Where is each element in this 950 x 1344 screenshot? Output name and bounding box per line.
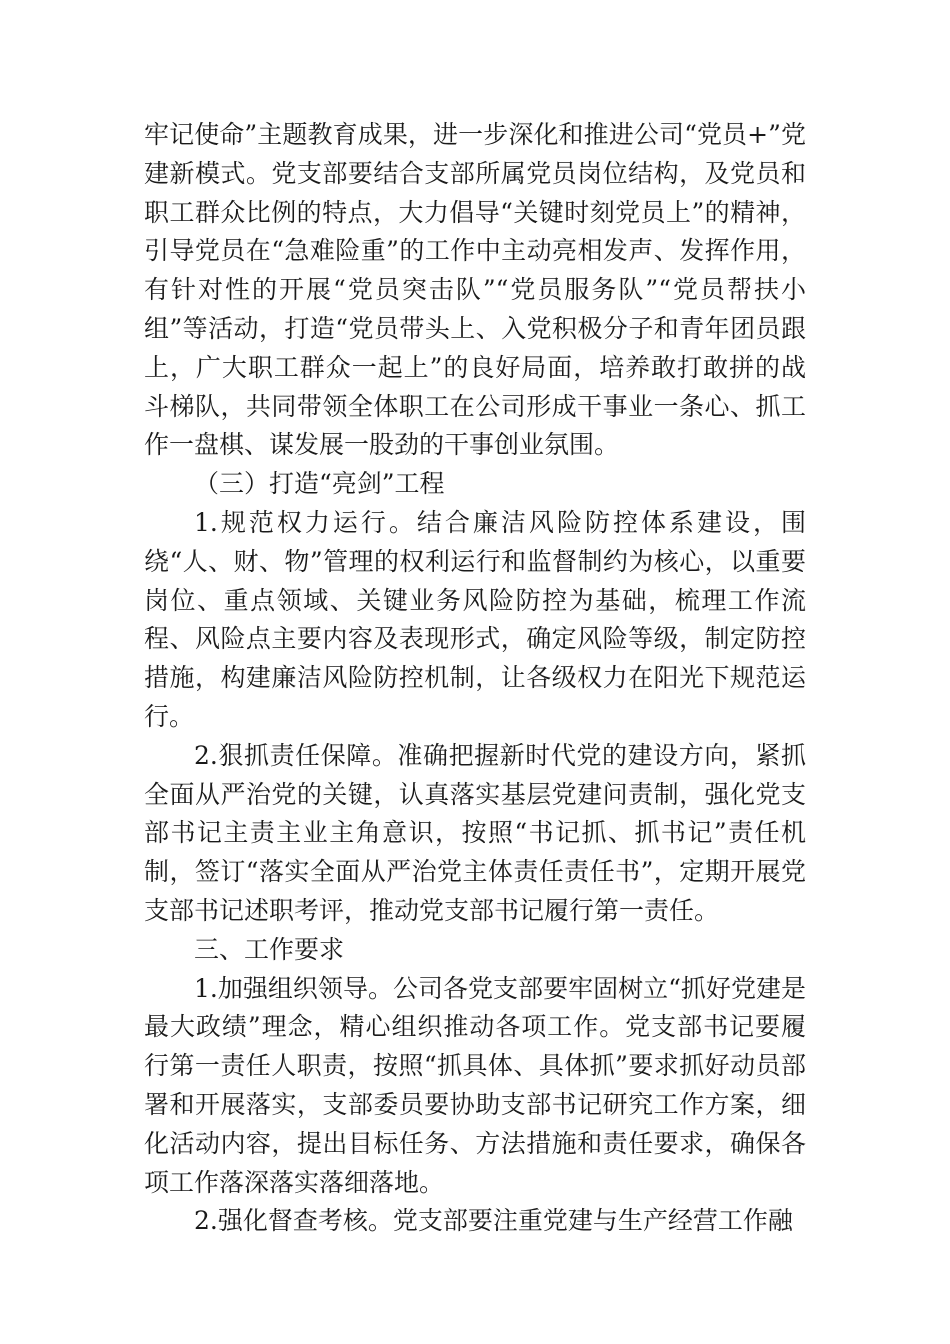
paragraph-regulate-power: 1.规范权力运行。结合廉洁风险防控体系建设，围绕“人、财、物”管理的权利运行和监督制约为核心，以重要岗位、重点领域、关键业务风险防控为基础，梳理工作流程、风险点主要内容及表现形式，确定风险等级，制定防控措施，构建廉洁风险防控机制，让各级权力在阳光下规范运行。 <box>144 507 806 731</box>
section-heading-liangjian: （三）打造“亮剑”工程 <box>194 469 445 499</box>
paragraph-continuation: 牢记使命”主题教育成果，进一步深化和推进公司“党员+”党建新模式。党支部要结合支部所属党员岗位结构，及党员和职工群众比例的特点，大力倡导“关键时刻党员上”的精神，引导党员在“急难险重”的工作中主动亮相发声、发挥作用，有针对性的开展“党员突击队”“党员服务队”“党员帮扶小组”等活动，打造“党员带头上、入党积极分子和青年团员跟上，广大职工群众一起上”的良好局面，培养敢打敢拼的战斗梯队，共同带领全体职工在公司形成干事业一条心、抓工作一盘棋、谋发展一股劲的干事创业氛围。 <box>144 120 806 460</box>
paragraph-leadership: 1.加强组织领导。公司各党支部要牢固树立“抓好党建是最大政绩”理念，精心组织推动各项工作。党支部书记要履行第一责任人职责，按照“抓具体、具体抓”要求抓好动员部署和开展落实，支部委员要协助支部书记研究工作方案，细化活动内容，提出目标任务、方法措施和责任要求，确保各项工作落深落实落细落地。 <box>144 973 806 1197</box>
paragraph-supervision: 2.强化督查考核。党支部要注重党建与生产经营工作融 <box>194 1206 793 1236</box>
document-page <box>144 116 806 1241</box>
paragraph-responsibility: 2.狠抓责任保障。准确把握新时代党的建设方向，紧抓全面从严治党的关键，认真落实基层党建问责制，强化党支部书记主责主业主角意识，按照“书记抓、抓书记”责任机制，签订“落实全面从严治党主体责任责任书”，定期开展党支部书记述职考评，推动党支部书记履行第一责任。 <box>144 740 806 925</box>
section-heading-work-requirements: 三、工作要求 <box>194 934 345 964</box>
